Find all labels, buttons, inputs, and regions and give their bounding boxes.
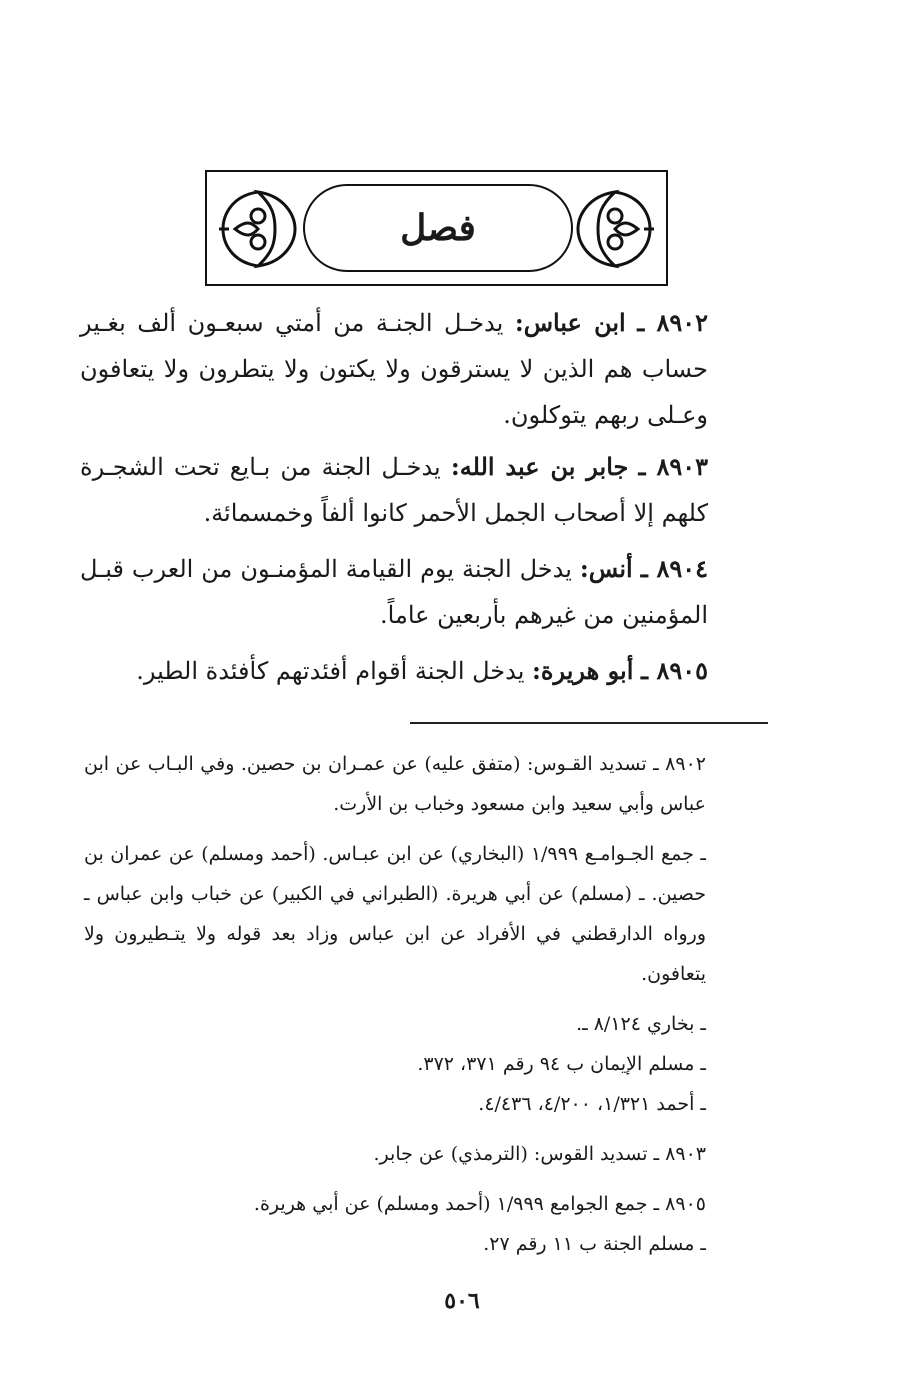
hadith-text: يدخل الجنة يوم القيامة المؤمنـون من العرب قبـل المؤمنين من غيرهم بأربعين عاماً. [80,555,708,629]
arabesque-ornament-icon [572,186,658,272]
hadith-narrator: أبو هريرة: [532,656,634,685]
title-cartouche [303,184,573,272]
footnotes [84,744,706,1264]
footnote: ٨٩٠٣ ـ تسديد القوس: (الترمذي) عن جابر. [373,1143,706,1165]
hadith-number: ٨٩٠٤ ـ [640,554,708,583]
hadith-narrator: ابن عباس: [514,308,626,337]
hadith-text: يدخـل الجنة من بـايع تحت الشجـرة كلهم إلا أصحاب الجمل الأحمر كانوا ألفاً وخمسمائة. [80,453,708,527]
footnote: ـ جمع الجـوامـع ١/٩٩٩ (البخاري) عن ابن عبـاس. (أحمد ومسلم) عن عمران بن حصين. ـ (مسلم) عن أبي هريرة. (الطبراني في الكبير) عن خباب وابن عباس ـ ورواه الدارقطني في الأفراد عن ابن عباس وزاد بعد قوله ولا يتـطيرون ولا يتعافون. [84,843,706,985]
hadith-text: يدخـل الجنـة من أمتي سبعـون ألف بغـير حساب هم الذين لا يسترقون ولا يكتون ولا يتطرون ولا يتعافون وعـلى ربهم يتوكلون. [80,309,708,429]
footnote: ـ مسلم الإيمان ب ٩٤ رقم ٣٧١، ٣٧٢. [417,1053,706,1075]
hadith-8904 [80,546,708,638]
hadith-text: يدخل الجنة أقوام أفئدتهم كأفئدة الطير. [136,657,525,685]
hadith-8902 [80,300,708,438]
footnote: ٨٩٠٥ ـ جمع الجوامع ١/٩٩٩ (أحمد ومسلم) عن أبي هريرة. [253,1193,706,1215]
footnote: ٨٩٠٢ ـ تسديد القـوس: (متفق عليه) عن عمـران بن حصين. وفي البـاب عن ابن عباس وأبي سعيد وابن مسعود وخباب بن الأرت. [84,753,706,815]
page-number: ٥٠٦ [444,1288,480,1314]
footnote: ـ أحمد ١/٣٢١، ٤/٢٠٠، ٤/٤٣٦. [478,1093,706,1115]
footnote-divider [410,722,768,724]
hadith-8903 [80,444,708,536]
hadith-number: ٨٩٠٢ ـ [637,308,709,337]
section-title-frame [205,170,668,286]
hadith-narrator: أنس: [579,554,633,583]
arabesque-ornament-icon [215,186,301,272]
hadith-number: ٨٩٠٣ ـ [638,452,708,481]
hadith-8905 [80,648,708,694]
hadith-number: ٨٩٠٥ ـ [641,656,708,685]
section-title: فصل [400,207,476,249]
footnote: ـ مسلم الجنة ب ١١ رقم ٢٧. [483,1233,706,1255]
footnote: ـ بخاري ٨/١٢٤ ـ. [576,1013,706,1035]
hadith-narrator: جابر بن عبد الله: [450,452,629,481]
